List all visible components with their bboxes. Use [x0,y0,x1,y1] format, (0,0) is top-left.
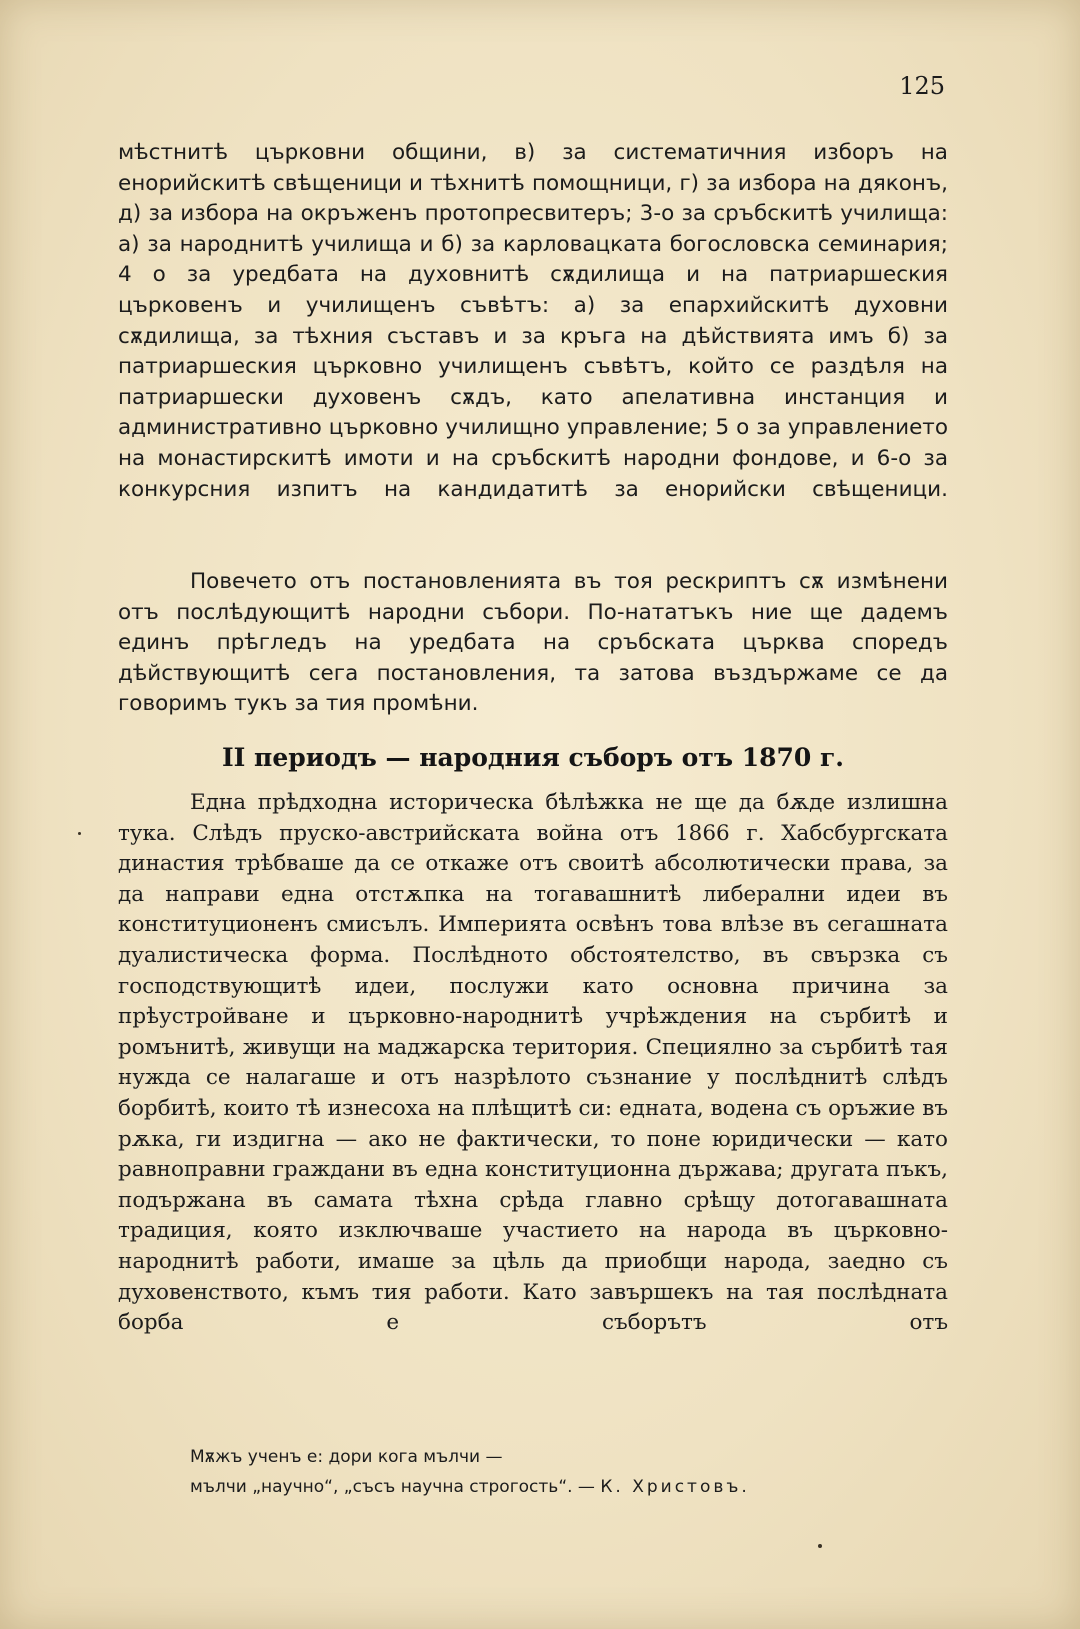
paper-speck [818,1544,822,1548]
paragraph-continued: мѣстнитѣ църковни общини, в) за систематичния изборъ на енорийскитѣ свѣщеници и тѣхнитѣ помощници, г) за избора на дяконъ, д) за избора на окръженъ протопресвитеръ; 3-о за сръбскитѣ училища: а) за народнитѣ училища и б) за карловацката богословска семинария; 4 о за уредбата на духовнитѣ сѫдилища и на патриаршеския църковенъ и училищенъ съвѣтъ: а) за епархийскитѣ духовни сѫдилища, за тѣхния съставъ и за кръга на дѣйствията имъ б) за патриаршеския църковно училищенъ съвѣтъ, който се раздѣля на патриаршески духовенъ сѫдъ, като апелативна инстанция и административно църковно училищно управление; 5 о за управлението на монастирскитѣ имоти и на сръбскитѣ народни фондове, и 6-о за конкурсния изпитъ на кандидатитѣ за енорийски свѣщеници. [118,140,948,502]
paper-speck [78,832,81,835]
paragraph-third: Една прѣдходна историческа бѣлѣжка не ще да бѫде излишна тука. Слѣдъ пруско-австрийската война отъ 1866 г. Хабсбургската династия трѣбваше да се откаже отъ своитѣ абсолютически права, за да направи една отстѫпка на тогавашнитѣ либерални идеи въ конституционенъ смисълъ. Империята освѣнъ това влѣзе въ сегашната дуалистическа форма. Послѣдното обстоятелство, въ свързка съ господствующитѣ идеи, послужи като основна причина за прѣустройване и църковно-народнитѣ учрѣждения на сърбитѣ и ромънитѣ, живущи на маджарска територия. Специялно за сърбитѣ тая нужда се налагаше и отъ назрѣлото съзнание у послѣднитѣ слѣдъ борбитѣ, които тѣ изнесоха на плѣщитѣ си: едната, водена съ оръжие въ рѫка, ги издигна — ако не фактически, то поне юридически — като равноправни граждани въ една конституционна държава; другата пъкъ, подържана въ самата тѣхна срѣда главно срѣщу дотогавашната традиция, която изключваше участието на народа въ църковно-народнитѣ работи, имаше за цѣль да приобщи народа, заедно съ духовенството, къмъ тия работи. Като завършекъ на тая послѣдната борба е съборътъ отъ [118,790,948,1336]
footnote-author: К. Христовъ. [600,1477,750,1497]
footnote-line-2 [190,1472,930,1502]
footnote-line-2-text: мълчи „научно“, „съсъ научна строгость“. — [190,1477,595,1497]
section-heading: II периодъ — народния съборъ отъ 1870 г. [221,743,845,772]
paragraph-second: Повечето отъ постановленията въ тоя рескриптъ сѫ измѣнени отъ послѣдующитѣ народни събори. По-нататъкъ ние ще дадемъ единъ прѣгледъ на уредбата на сръбската църква споредъ дѣйствующитѣ сега постановления, та затова въздържаме се да говоримъ тукъ за тия промѣни. [118,569,948,717]
footnote-line-1: Мѫжъ ученъ е: дори кога мълчи — [190,1447,503,1467]
page-number: 125 [899,72,945,100]
footnote-quote [190,1442,930,1502]
